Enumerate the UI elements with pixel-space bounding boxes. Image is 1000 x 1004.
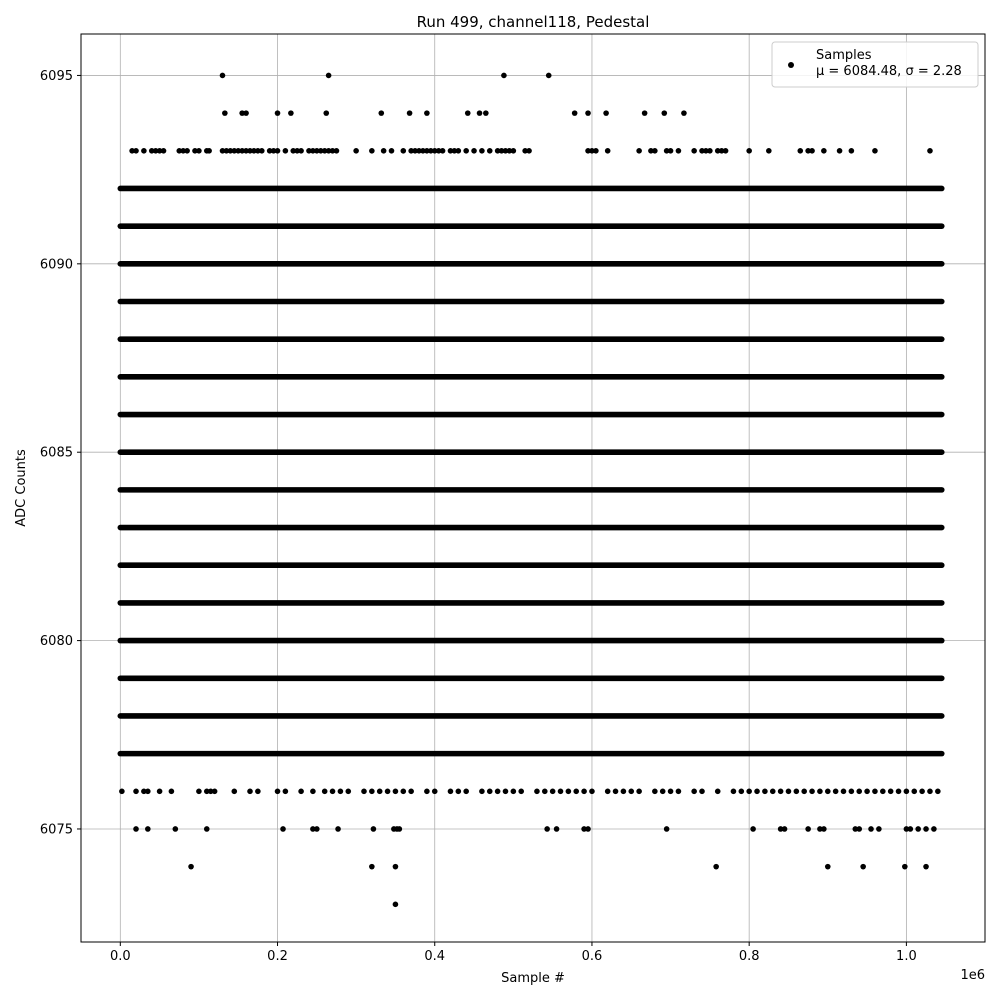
data-point [849,148,855,154]
data-point [746,148,752,154]
data-point [456,788,462,794]
data-point [369,864,375,870]
data-point [809,148,815,154]
data-point [338,788,344,794]
data-point [196,788,202,794]
data-point [440,148,446,154]
data-point [833,788,839,794]
data-point [275,148,281,154]
data-point [660,788,666,794]
data-point [573,788,579,794]
data-point [849,788,855,794]
data-point [642,110,648,116]
data-point [923,826,929,832]
data-point [255,788,261,794]
data-point [408,788,414,794]
data-point [661,110,667,116]
data-point [681,110,687,116]
data-point [652,148,658,154]
data-point [275,788,281,794]
data-point [334,148,340,154]
data-point [345,788,351,794]
data-point [389,148,395,154]
data-point [463,788,469,794]
data-point [801,788,807,794]
data-point [770,788,776,794]
data-point [381,148,387,154]
data-point [589,788,595,794]
data-point [566,788,572,794]
data-point [825,788,831,794]
data-point [923,864,929,870]
data-point [501,73,507,79]
data-point [707,148,713,154]
data-point [397,826,403,832]
data-point [880,788,886,794]
data-point [621,788,627,794]
data-point [220,73,226,79]
data-point [133,826,139,832]
data-point [603,110,609,116]
data-point [288,110,294,116]
data-point [424,110,430,116]
data-point [259,148,265,154]
data-point [766,148,772,154]
data-point [754,788,760,794]
data-point [275,110,281,116]
data-point [927,148,933,154]
data-point [119,788,125,794]
data-point [699,788,705,794]
data-point [821,826,827,832]
data-point [353,148,359,154]
legend-marker [788,62,794,68]
data-point [864,788,870,794]
data-point [157,788,163,794]
data-point [713,864,719,870]
x-tick-label: 1.0 [896,949,917,964]
data-point [542,788,548,794]
data-point [605,148,611,154]
data-point [628,788,634,794]
data-point [465,110,471,116]
legend [772,42,978,87]
data-point [487,148,493,154]
data-point [298,148,304,154]
data-point [133,788,139,794]
data-point [782,826,788,832]
data-point [479,788,485,794]
data-point [919,788,925,794]
data-point [817,788,823,794]
x-axis-label: Sample # [501,971,565,986]
y-tick-label: 6085 [39,445,73,461]
legend-label: Samples [816,48,872,63]
data-point [145,788,151,794]
data-point [323,110,329,116]
data-point [888,788,894,794]
data-point [141,148,147,154]
x-axis-offset-label: 1e6 [960,968,985,983]
data-point [463,148,469,154]
data-point [432,788,438,794]
data-point [518,788,524,794]
data-point [668,148,674,154]
data-point [911,788,917,794]
data-point [636,788,642,794]
data-point [479,148,485,154]
data-point [145,826,151,832]
data-point [243,110,249,116]
data-point [856,826,862,832]
data-point [731,788,737,794]
data-point [841,788,847,794]
data-point [393,902,399,908]
data-point [805,826,811,832]
data-point [546,73,552,79]
data-point [477,110,483,116]
data-point [837,148,843,154]
data-point [322,788,328,794]
data-point [794,788,800,794]
data-point [896,788,902,794]
data-point [361,788,367,794]
data-point [605,788,611,794]
data-point [161,148,167,154]
y-tick-label: 6090 [39,257,73,273]
data-point [786,788,792,794]
data-point [935,788,941,794]
data-point [915,826,921,832]
data-point [544,826,550,832]
data-point [511,788,517,794]
data-point [424,788,430,794]
data-point [511,148,517,154]
data-point [231,788,237,794]
data-point [904,788,910,794]
data-point [377,788,383,794]
data-point [534,788,540,794]
data-point [715,788,721,794]
data-point [585,826,591,832]
data-point [247,788,253,794]
data-point [927,788,933,794]
data-point [298,788,304,794]
data-point [173,826,179,832]
data-point [593,148,599,154]
data-point [856,788,862,794]
data-point [691,148,697,154]
data-point [723,148,729,154]
data-point [495,788,501,794]
data-point [860,864,866,870]
data-point [483,110,489,116]
data-point [872,788,878,794]
data-point [330,788,336,794]
data-point [526,148,532,154]
data-point [503,788,509,794]
data-point [314,826,320,832]
data-point [778,788,784,794]
x-tick-label: 0.8 [738,949,760,964]
data-point [750,826,756,832]
data-point [283,788,289,794]
data-point [762,788,768,794]
data-point [487,788,493,794]
data-point [407,110,413,116]
data-point [636,148,642,154]
data-point [691,788,697,794]
data-point [572,110,578,116]
data-point [872,148,878,154]
data-point [821,148,827,154]
x-tick-label: 0.2 [267,949,288,964]
data-point [825,864,831,870]
data-point [400,148,406,154]
data-point [664,826,670,832]
data-point [652,788,658,794]
data-point [393,864,399,870]
data-point [676,148,682,154]
data-point [385,788,391,794]
data-point [739,788,745,794]
data-point [212,788,218,794]
data-point [369,148,375,154]
data-point [471,148,477,154]
data-point [371,826,377,832]
data-point [456,148,462,154]
data-point [558,788,564,794]
data-point [222,110,228,116]
data-point [188,864,194,870]
data-point [283,148,289,154]
data-point [335,826,341,832]
data-point [206,148,212,154]
data-point [280,826,286,832]
data-point [746,788,752,794]
data-point [931,826,937,832]
chart-title: Run 499, channel118, Pedestal [416,13,650,31]
data-point [876,826,882,832]
data-point [133,148,139,154]
x-tick-label: 0.4 [424,949,446,964]
data-point [326,73,332,79]
x-tick-label: 0.6 [581,949,603,964]
data-point [585,110,591,116]
y-tick-label: 6095 [39,68,73,84]
data-point [448,788,454,794]
data-point [868,826,874,832]
data-point [908,826,914,832]
data-point [676,788,682,794]
data-point [310,788,316,794]
data-point [400,788,406,794]
data-point [554,826,560,832]
data-point [196,148,202,154]
y-tick-label: 6080 [39,634,73,650]
x-tick-label: 0.0 [109,949,131,964]
data-point [169,788,175,794]
data-point [378,110,384,116]
data-point [369,788,375,794]
data-point [809,788,815,794]
legend-stats: μ = 6084.48, σ = 2.28 [816,64,962,79]
y-axis-label: ADC Counts [14,449,29,527]
data-point [668,788,674,794]
y-tick-label: 6075 [39,822,73,838]
data-point [550,788,556,794]
data-point [393,788,399,794]
data-point [581,788,587,794]
data-point [902,864,908,870]
data-point [204,826,210,832]
data-point [184,148,190,154]
data-point [613,788,619,794]
data-point [797,148,803,154]
